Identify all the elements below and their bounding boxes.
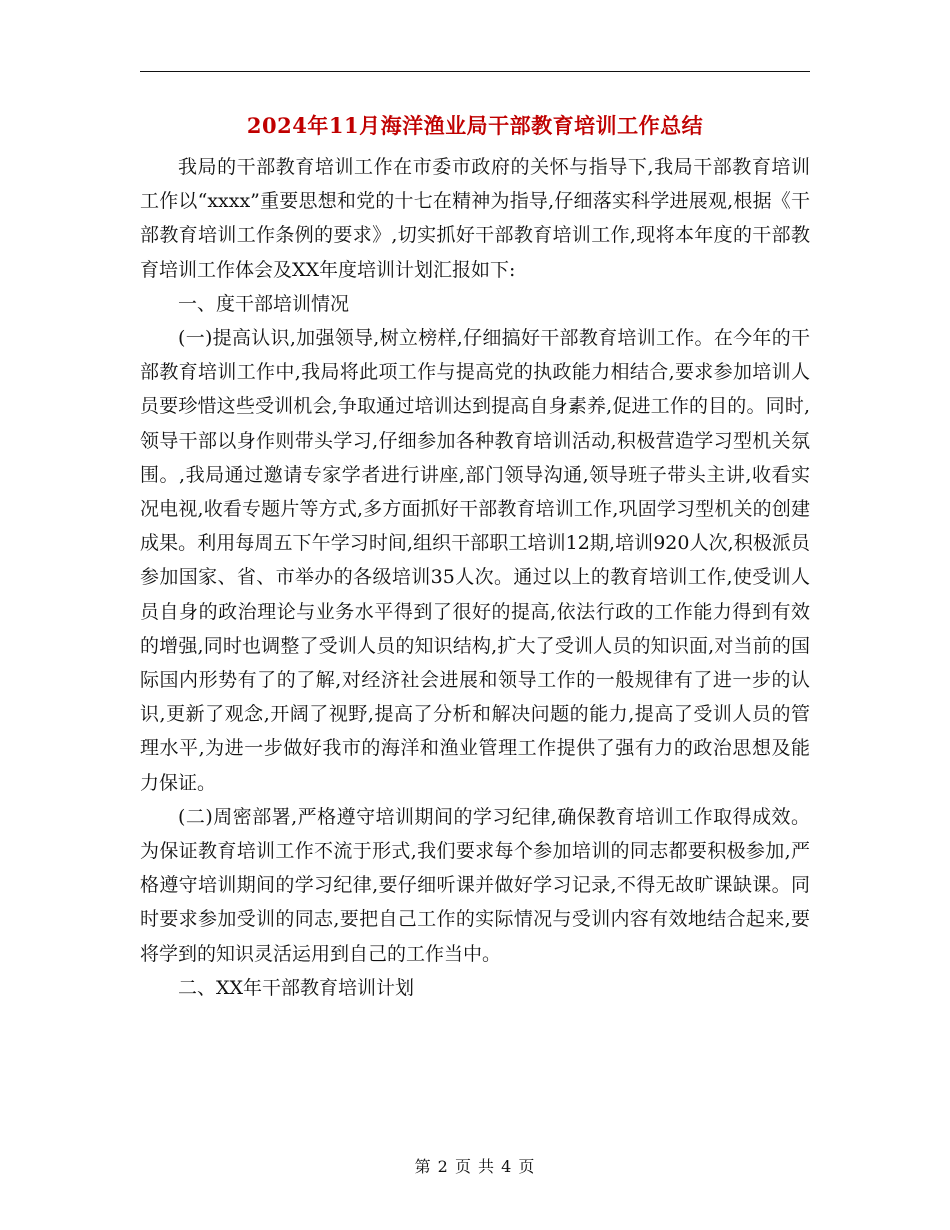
header-rule <box>140 71 810 72</box>
paragraph-section-1-2: (二)周密部署,严格遵守培训期间的学习纪律,确保教育培训工作取得成效。为保证教育培训工作不流于形式,我们要求每个参加培训的同志都要积极参加,严格遵守培训期间的学习纪律,要仔细听课并做好学习记录,不得无故旷课缺课。同时要求参加受训的同志,要把自己工作的实际情况与受训内容有效地结合起来,要将学到的知识灵活运用到自己的工作当中。 <box>140 805 810 965</box>
page-footer <box>0 1154 950 1177</box>
footer-label-of: 页 共 <box>454 1157 496 1176</box>
footer-label-page: 第 <box>414 1157 432 1176</box>
paragraph-intro: 我局的干部教育培训工作在市委市政府的关怀与指导下,我局干部教育培训工作以“xxxx”重要思想和党的十七在精神为指导,仔细落实科学进展观,根据《干部教育培训工作条例的要求》,切实抓好干部教育培训工作,现将本年度的干部教育培训工作体会及XX年度培训计划汇报如下: <box>140 156 810 281</box>
footer-current-page: 2 <box>437 1157 449 1176</box>
section-heading-1: 一、度干部培训情况 <box>178 292 350 315</box>
footer-total-pages: 4 <box>501 1157 513 1176</box>
footer-label-end: 页 <box>518 1157 536 1176</box>
paragraph-section-1-1: (一)提高认识,加强领导,树立榜样,仔细搞好干部教育培训工作。在今年的干部教育培训工作中,我局将此项工作与提高党的执政能力相结合,要求参加培训人员要珍惜这些受训机会,争取通过培训达到提高自身素养,促进工作的目的。同时,领导干部以身作则带头学习,仔细参加各种教育培训活动,积极营造学习型机关氛围。,我局通过邀请专家学者进行讲座,部门领导沟通,领导班子带头主讲,收看实况电视,收看专题片等方式,多方面抓好干部教育培训工作,巩固学习型机关的创建成果。利用每周五下午学习时间,组织干部职工培训12期,培训920人次,积极派员参加国家、省、市举办的各级培训35人次。通过以上的教育培训工作,使受训人员自身的政治理论与业务水平得到了很好的提高,依法行政的工作能力得到有效的增强,同时也调整了受训人员的知识结构,扩大了受训人员的知识面,对当前的国际国内形势有了的了解,对经济社会进展和领导工作的一般规律有了进一步的认识,更新了观念,开阔了视野,提高了分析和解决问题的能力,提高了受训人员的管理水平,为进一步做好我市的海洋和渔业管理工作提供了强有力的政治思想及能力保证。 <box>140 327 810 794</box>
document-body <box>140 150 810 1005</box>
section-heading-2: 二、XX年干部教育培训计划 <box>178 976 415 999</box>
document-title: 2024年11月海洋渔业局干部教育培训工作总结 <box>246 113 704 138</box>
